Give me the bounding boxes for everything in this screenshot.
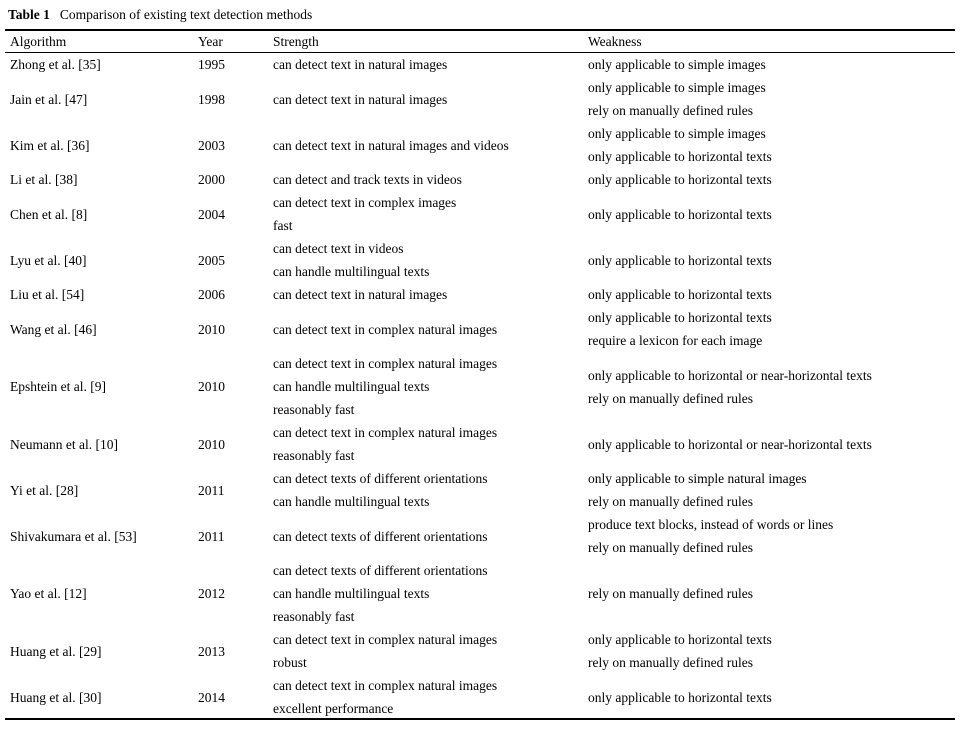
algorithm-cell — [10, 628, 101, 674]
strength-cell — [273, 559, 488, 628]
weakness-cell — [588, 674, 772, 720]
weakness-line: only applicable to horizontal texts — [588, 252, 772, 268]
weakness-line: only applicable to horizontal texts — [588, 689, 772, 705]
algorithm-cell-text: Li et al. [38] — [10, 172, 78, 187]
algorithm-cell — [10, 306, 97, 352]
strength-line: can handle multilingual texts — [273, 379, 430, 394]
year-cell — [198, 283, 225, 306]
algorithm-cell-text: Huang et al. [29] — [10, 643, 102, 659]
strength-cell — [273, 237, 429, 283]
weakness-cell — [588, 283, 772, 306]
year-cell-text: 2010 — [198, 436, 225, 452]
strength-cell — [273, 283, 447, 306]
strength-cell — [273, 191, 456, 237]
strength-line: can detect text in complex natural images — [273, 321, 498, 337]
algorithm-cell-text: Yi et al. [28] — [10, 482, 79, 498]
algorithm-cell — [10, 421, 118, 467]
year-cell-text: 2006 — [198, 287, 225, 302]
algorithm-cell — [10, 559, 87, 628]
weakness-cell — [588, 237, 772, 283]
weakness-line: only applicable to horizontal texts — [588, 310, 772, 325]
year-cell — [198, 559, 225, 628]
algorithm-cell-text: Zhong et al. [35] — [10, 57, 101, 72]
weakness-cell — [588, 628, 772, 674]
strength-cell — [273, 467, 488, 513]
algorithm-cell-text: Neumann et al. [10] — [10, 436, 118, 452]
strength-line: can detect texts of different orientations — [273, 471, 488, 486]
year-cell — [198, 674, 225, 720]
weakness-line: only applicable to simple natural images — [588, 471, 807, 486]
weakness-line: only applicable to horizontal or near-horizontal texts — [588, 367, 872, 383]
algorithm-cell-text: Kim et al. [36] — [10, 137, 90, 153]
table-row — [0, 191, 971, 237]
strength-cell — [273, 168, 462, 191]
strength-line: fast — [273, 218, 293, 233]
weakness-line: rely on manually defined rules — [588, 540, 753, 555]
strength-cell — [273, 76, 447, 122]
strength-cell — [273, 352, 497, 421]
strength-cell — [273, 53, 447, 76]
year-cell — [198, 168, 225, 191]
weakness-line: rely on manually defined rules — [588, 655, 753, 670]
table-row — [0, 283, 971, 306]
weakness-cell — [588, 168, 772, 191]
weakness-line: only applicable to horizontal texts — [588, 287, 772, 302]
strength-line: can detect text in complex images — [273, 195, 457, 210]
strength-line: can detect texts of different orientations — [273, 563, 488, 578]
year-cell-text: 2012 — [198, 586, 225, 601]
weakness-cell — [588, 191, 772, 237]
year-cell — [198, 122, 225, 168]
algorithm-cell — [10, 122, 89, 168]
algorithm-cell — [10, 674, 101, 720]
weakness-line: rely on manually defined rules — [588, 103, 753, 118]
strength-line: can detect text in natural images and videos — [273, 137, 509, 153]
weakness-line: only applicable to horizontal texts — [588, 172, 772, 187]
algorithm-cell — [10, 352, 106, 421]
table-row — [0, 306, 971, 352]
year-cell-text: 2010 — [198, 379, 225, 394]
table-row — [0, 467, 971, 513]
year-cell — [198, 467, 225, 513]
strength-line: can detect text in natural images — [273, 57, 448, 72]
year-cell-text: 1995 — [198, 57, 225, 72]
header-weakness: Weakness — [588, 34, 642, 49]
weakness-cell — [588, 513, 833, 559]
strength-cell — [273, 306, 497, 352]
weakness-line: produce text blocks, instead of words or lines — [588, 517, 834, 532]
header-algorithm: Algorithm — [10, 34, 67, 49]
table-row — [0, 76, 971, 122]
strength-line: can detect text in complex natural images — [273, 678, 498, 693]
algorithm-cell — [10, 513, 137, 559]
strength-cell — [273, 513, 488, 559]
strength-cell — [273, 628, 497, 674]
algorithm-cell — [10, 191, 87, 237]
algorithm-cell-text: Yao et al. [12] — [10, 586, 87, 601]
header-strength: Strength — [273, 34, 319, 49]
strength-cell — [273, 421, 497, 467]
table-row — [0, 513, 971, 559]
year-cell-text: 2004 — [198, 206, 225, 222]
year-cell-text: 2011 — [198, 528, 225, 544]
algorithm-cell-text: Lyu et al. [40] — [10, 252, 87, 268]
year-cell — [198, 76, 225, 122]
year-cell — [198, 53, 225, 76]
strength-line: can detect and track texts in videos — [273, 172, 462, 187]
algorithm-cell-text: Huang et al. [30] — [10, 689, 102, 705]
year-cell — [198, 352, 225, 421]
year-cell — [198, 237, 225, 283]
table-row — [0, 559, 971, 628]
table-row — [0, 168, 971, 191]
year-cell — [198, 513, 225, 559]
strength-line: can handle multilingual texts — [273, 586, 430, 601]
strength-line: can detect text in complex natural images — [273, 356, 498, 371]
table-row — [0, 122, 971, 168]
header-year: Year — [198, 34, 223, 49]
bottom-rule — [5, 718, 955, 720]
algorithm-cell — [10, 467, 78, 513]
table-row — [0, 53, 971, 76]
weakness-line: require a lexicon for each image — [588, 333, 763, 348]
weakness-line: only applicable to horizontal texts — [588, 632, 772, 647]
strength-line: can detect text in natural images — [273, 91, 448, 107]
weakness-cell — [588, 306, 772, 352]
weakness-line: only applicable to simple images — [588, 80, 766, 95]
year-cell-text: 2014 — [198, 689, 225, 705]
weakness-cell — [588, 352, 872, 421]
weakness-cell — [588, 76, 766, 122]
strength-line: excellent performance — [273, 701, 394, 716]
strength-cell — [273, 122, 509, 168]
strength-line: reasonably fast — [273, 609, 355, 624]
strength-line: can detect text in complex natural images — [273, 425, 498, 440]
algorithm-cell — [10, 76, 87, 122]
strength-line: can handle multilingual texts — [273, 494, 430, 509]
algorithm-cell — [10, 53, 101, 76]
year-cell — [198, 628, 225, 674]
strength-line: can detect text in complex natural images — [273, 632, 498, 647]
algorithm-cell-text: Liu et al. [54] — [10, 287, 85, 302]
top-rule — [5, 29, 955, 31]
weakness-cell — [588, 53, 766, 76]
year-cell-text: 2010 — [198, 321, 225, 337]
table-body — [0, 53, 971, 720]
weakness-cell — [588, 467, 807, 513]
table-row — [0, 421, 971, 467]
strength-line: reasonably fast — [273, 402, 355, 417]
weakness-line: only applicable to simple images — [588, 126, 766, 141]
algorithm-cell-text: Jain et al. [47] — [10, 91, 88, 107]
algorithm-cell — [10, 168, 77, 191]
weakness-line: rely on manually defined rules — [588, 390, 753, 406]
algorithm-cell — [10, 237, 86, 283]
strength-line: reasonably fast — [273, 448, 355, 463]
strength-cell — [273, 674, 497, 720]
weakness-line: rely on manually defined rules — [588, 494, 753, 509]
year-cell-text: 2013 — [198, 643, 225, 659]
table-title: Comparison of existing text detection methods — [59, 7, 313, 22]
year-cell-text: 2005 — [198, 252, 225, 268]
algorithm-cell-text: Chen et al. [8] — [10, 206, 88, 222]
weakness-cell — [588, 122, 772, 168]
table-row — [0, 237, 971, 283]
weakness-line: only applicable to horizontal texts — [588, 206, 772, 222]
weakness-line: only applicable to simple images — [588, 57, 766, 72]
year-cell — [198, 306, 225, 352]
table-row — [0, 628, 971, 674]
year-cell-text: 1998 — [198, 91, 225, 107]
weakness-line: only applicable to horizontal texts — [588, 149, 772, 164]
strength-line: can handle multilingual texts — [273, 264, 430, 279]
table-header — [0, 32, 971, 51]
strength-line: can detect text in videos — [273, 241, 404, 256]
weakness-cell — [588, 421, 872, 467]
weakness-cell — [588, 559, 753, 628]
algorithm-cell — [10, 283, 84, 306]
year-cell — [198, 191, 225, 237]
weakness-line: only applicable to horizontal or near-horizontal texts — [588, 436, 872, 452]
year-cell-text: 2000 — [198, 172, 225, 187]
strength-line: can detect texts of different orientations — [273, 528, 488, 544]
weakness-line: rely on manually defined rules — [588, 586, 753, 601]
table-label: Table 1 — [8, 7, 50, 22]
strength-line: robust — [273, 655, 307, 670]
algorithm-cell-text: Shivakumara et al. [53] — [10, 528, 137, 544]
algorithm-cell-text: Wang et al. [46] — [10, 321, 97, 337]
algorithm-cell-text: Epshtein et al. [9] — [10, 379, 106, 394]
table-row — [0, 352, 971, 421]
table-row — [0, 674, 971, 720]
table-caption — [8, 6, 312, 24]
year-cell-text: 2003 — [198, 137, 225, 153]
strength-line: can detect text in natural images — [273, 287, 448, 302]
year-cell — [198, 421, 225, 467]
year-cell-text: 2011 — [198, 482, 225, 498]
